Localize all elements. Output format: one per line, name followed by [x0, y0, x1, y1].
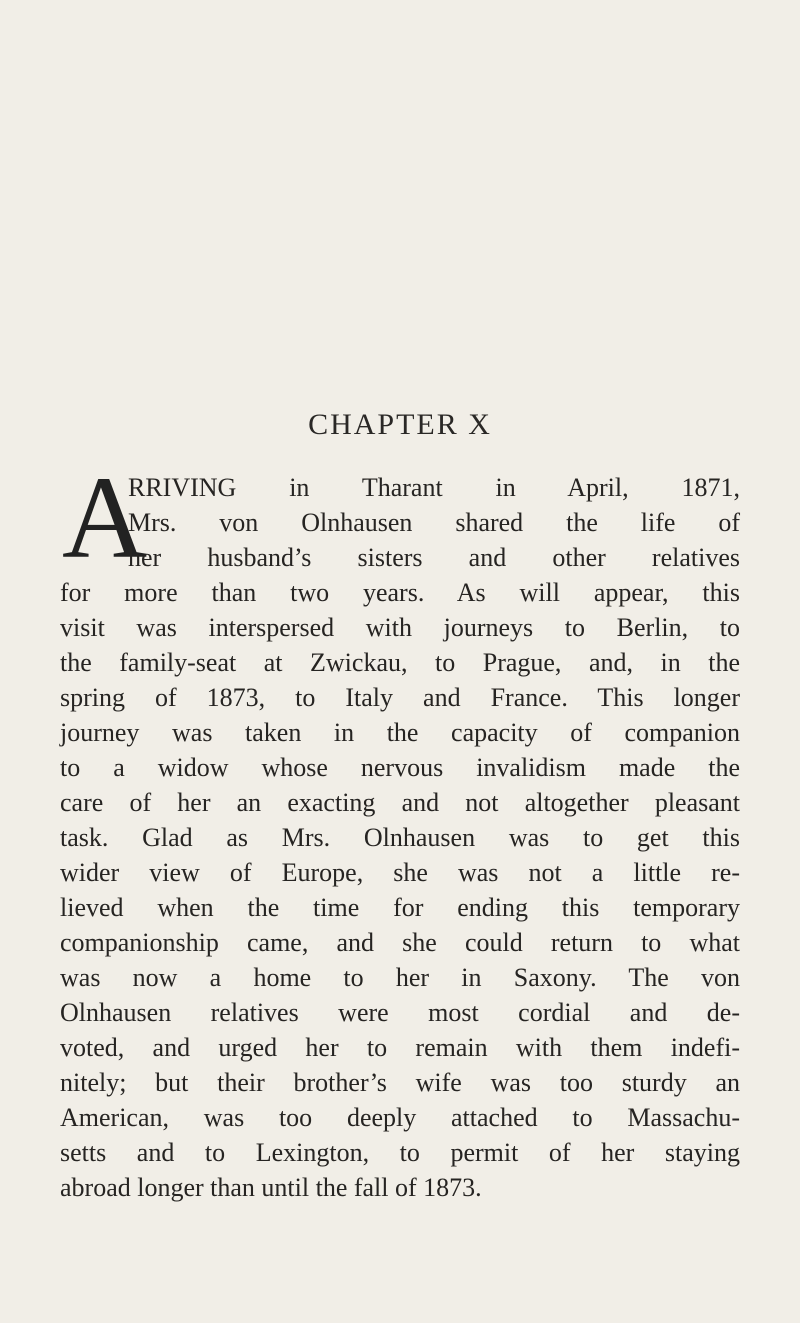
text-line: her husband’s sisters and other relatives	[128, 543, 740, 572]
chapter-heading: CHAPTER X	[308, 408, 492, 441]
text-line: abroad longer than until the fall of 1873.	[60, 1173, 482, 1202]
text-line: lieved when the time for ending this temporary	[60, 893, 740, 922]
text-line: Mrs. von Olnhausen shared the life of	[128, 508, 740, 537]
text-line: visit was interspersed with journeys to Berlin, to	[60, 613, 740, 642]
text-line: was now a home to her in Saxony. The von	[60, 963, 740, 992]
text-line: care of her an exacting and not altogether pleasant	[60, 788, 740, 817]
text-line: wider view of Europe, she was not a little re-	[60, 858, 740, 887]
text-line: spring of 1873, to Italy and France. This longer	[60, 683, 740, 712]
text-line: nitely; but their brother’s wife was too sturdy an	[60, 1068, 740, 1097]
text-line: to a widow whose nervous invalidism made the	[60, 753, 740, 782]
text-line: Olnhausen relatives were most cordial and de-	[60, 998, 740, 1027]
chapter-body-text	[60, 470, 740, 1205]
text-line: for more than two years. As will appear, this	[60, 578, 740, 607]
drop-cap: A	[62, 452, 148, 583]
text-line: task. Glad as Mrs. Olnhausen was to get this	[60, 823, 740, 852]
text-line: the family-seat at Zwickau, to Prague, and, in the	[60, 648, 740, 677]
text-line: American, was too deeply attached to Massachu-	[60, 1103, 740, 1132]
text-line: companionship came, and she could return to what	[60, 928, 740, 957]
text-line: voted, and urged her to remain with them indefi-	[60, 1033, 740, 1062]
text-line: setts and to Lexington, to permit of her staying	[60, 1138, 740, 1167]
text-line: RRIVING in Tharant in April, 1871,	[128, 473, 740, 502]
text-line: journey was taken in the capacity of companion	[60, 718, 740, 747]
